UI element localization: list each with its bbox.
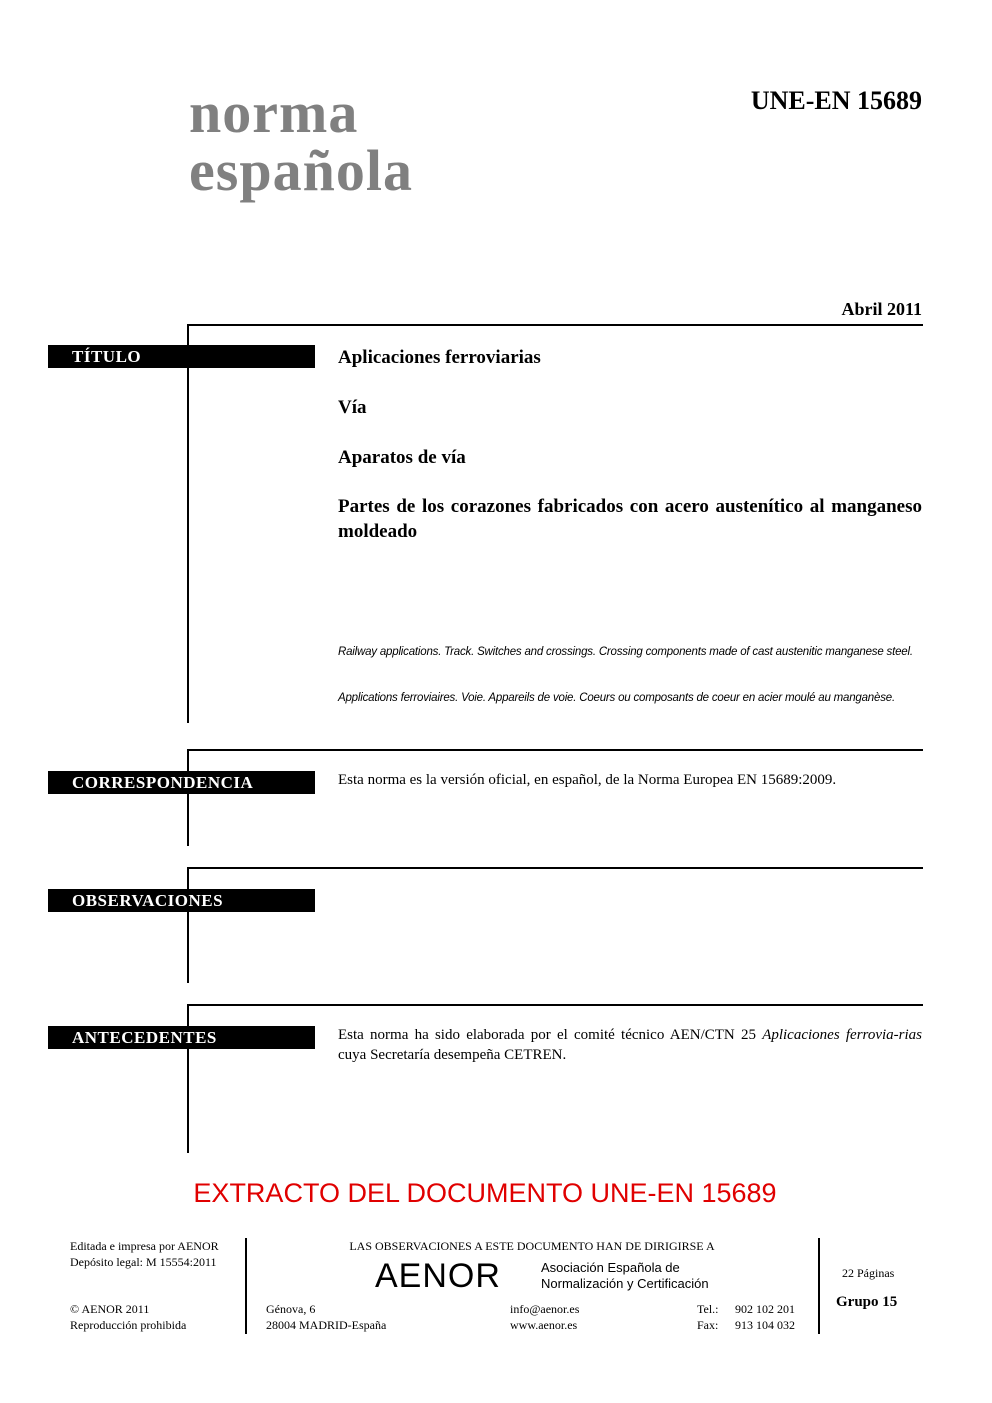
english-title: Railway applications. Track. Switches and crossings. Crossing components made of cast austenitic manganese steel. <box>338 646 913 658</box>
title-item-3: Aparatos de vía <box>338 447 466 468</box>
antecedentes-text-part2: cuya Secretaría desempeña CETREN. <box>338 1047 567 1063</box>
french-title: Applications ferroviaires. Voie. Appareils de voie. Coeurs ou composants de coeur en acier moulé au manganèse. <box>338 692 895 704</box>
label-antecedentes: ANTECEDENTES <box>48 1026 315 1049</box>
title-item-4: Partes de los corazones fabricados con acero austenítico al manganeso moldeado <box>338 496 922 542</box>
footer-address <box>266 1301 386 1333</box>
aenor-org-line1: Asociación Española de <box>541 1260 680 1275</box>
footer-tel-label: Tel.: <box>697 1302 719 1316</box>
footer-editor <box>70 1238 219 1270</box>
footer-contact-online <box>510 1301 579 1333</box>
footer-divider-left <box>245 1238 247 1334</box>
section-rule-antecedentes <box>187 1004 923 1006</box>
footer-notice: LAS OBSERVACIONES A ESTE DOCUMENTO HAN DE DIRIGIRSE A <box>349 1239 715 1253</box>
footer-fax: 913 104 032 <box>735 1318 795 1332</box>
footer-phone-labels <box>697 1301 719 1333</box>
title-item-1: Aplicaciones ferroviarias <box>338 347 541 368</box>
section-rule-correspondencia <box>187 749 923 751</box>
footer-pages: 22 Páginas <box>842 1266 895 1280</box>
footer-address-city: 28004 MADRID-España <box>266 1318 387 1332</box>
section-bar-titulo <box>187 324 189 723</box>
label-correspondencia: CORRESPONDENCIA <box>48 771 315 794</box>
footer-web[interactable]: www.aenor.es <box>510 1318 578 1332</box>
antecedentes-text <box>338 1025 922 1065</box>
brand-line-norma: norma <box>189 80 359 145</box>
footer-deposit: Depósito legal: M 15554:2011 <box>70 1255 217 1269</box>
footer-reproduction: Reproducción prohibida <box>70 1318 187 1332</box>
footer-copyright: © AENOR 2011 <box>70 1302 150 1316</box>
antecedentes-text-part1: Esta norma ha sido elaborada por el comité técnico AEN/CTN 25 <box>338 1027 763 1043</box>
footer-fax-label: Fax: <box>697 1318 719 1332</box>
aenor-org-line2: Normalización y Certificación <box>541 1276 709 1291</box>
section-rule-observaciones <box>187 867 923 869</box>
footer-group: Grupo 15 <box>836 1294 898 1310</box>
footer-address-street: Génova, 6 <box>266 1302 316 1316</box>
section-bar-observaciones <box>187 867 189 983</box>
label-titulo: TÍTULO <box>48 345 315 368</box>
footer-divider-right <box>818 1238 820 1334</box>
aenor-logo: AENOR <box>375 1257 501 1295</box>
publication-date: Abril 2011 <box>841 299 922 319</box>
footer-email[interactable]: info@aenor.es <box>510 1302 580 1316</box>
section-rule-titulo <box>187 324 923 326</box>
brand-line-espanola: española <box>189 138 413 203</box>
label-observaciones: OBSERVACIONES <box>48 889 315 912</box>
footer-edited: Editada e impresa por AENOR <box>70 1239 219 1253</box>
section-bar-correspondencia <box>187 749 189 846</box>
footer-phone-numbers <box>735 1301 795 1333</box>
footer-tel: 902 102 201 <box>735 1302 795 1316</box>
antecedentes-committee-name: Aplicaciones ferrovia-rias <box>762 1027 922 1043</box>
correspondencia-text: Esta norma es la versión oficial, en español, de la Norma Europea EN 15689:2009. <box>338 772 837 788</box>
extract-watermark: EXTRACTO DEL DOCUMENTO UNE-EN 15689 <box>193 1178 777 1208</box>
title-item-2: Vía <box>338 397 367 418</box>
document-code: UNE-EN 15689 <box>750 86 922 115</box>
footer-rights <box>70 1301 186 1333</box>
aenor-org-name <box>541 1260 709 1292</box>
